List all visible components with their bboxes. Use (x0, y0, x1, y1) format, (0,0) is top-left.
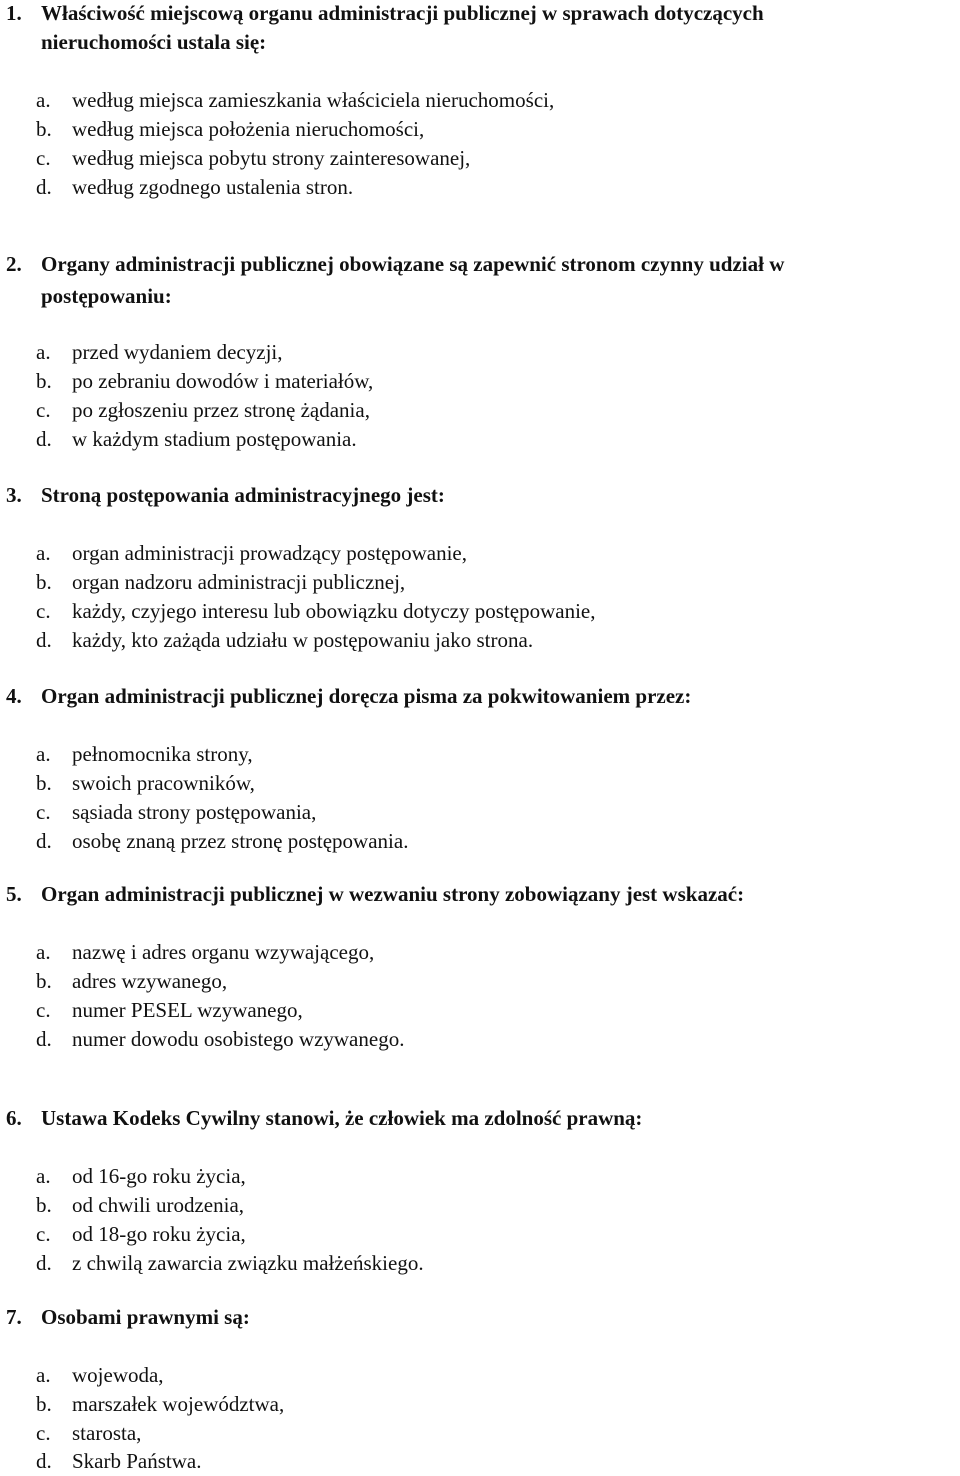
question-text: Właściwość miejscową organu administracji publicznej w sprawach dotyczących (41, 1, 764, 25)
option-letter: b. (36, 570, 52, 594)
option-letter: a. (36, 541, 51, 565)
option-letter: a. (36, 88, 51, 112)
option-text: każdy, kto zażąda udziału w postępowaniu jako strona. (72, 628, 534, 652)
option-text: po zgłoszeniu przez stronę żądania, (72, 398, 370, 422)
option-letter: a. (36, 940, 51, 964)
option-letter: b. (36, 369, 52, 393)
option-text: swoich pracowników, (72, 771, 255, 795)
option-letter: a. (36, 1363, 51, 1387)
question-number: 7. (6, 1305, 22, 1329)
question-text: Stroną postępowania administracyjnego jest: (41, 483, 445, 507)
option-letter: d. (36, 427, 52, 451)
option-text: numer PESEL wzywanego, (72, 998, 303, 1022)
option-text: organ administracji prowadzący postępowanie, (72, 541, 467, 565)
question-text: Ustawa Kodeks Cywilny stanowi, że człowiek ma zdolność prawną: (41, 1106, 643, 1130)
option-text: według zgodnego ustalenia stron. (72, 175, 354, 199)
option-letter: c. (36, 998, 51, 1022)
option-letter: c. (36, 800, 51, 824)
question-text: Organ administracji publicznej doręcza pisma za pokwitowaniem przez: (41, 684, 692, 708)
option-letter: b. (36, 771, 52, 795)
option-text: po zebraniu dowodów i materiałów, (72, 369, 374, 393)
option-letter: b. (36, 1193, 52, 1217)
question-number: 1. (6, 1, 22, 25)
option-letter: b. (36, 1392, 52, 1416)
option-text: przed wydaniem decyzji, (72, 340, 283, 364)
option-text: Skarb Państwa. (72, 1449, 202, 1473)
option-text: według miejsca zamieszkania właściciela nieruchomości, (72, 88, 555, 112)
question-number: 2. (6, 252, 22, 276)
option-letter: c. (36, 146, 51, 170)
option-text: od 18-go roku życia, (72, 1222, 246, 1246)
option-text: od chwili urodzenia, (72, 1193, 245, 1217)
option-text: numer dowodu osobistego wzywanego. (72, 1027, 405, 1051)
option-letter: b. (36, 969, 52, 993)
option-letter: c. (36, 1222, 51, 1246)
option-letter: a. (36, 340, 51, 364)
question-text: Osobami prawnymi są: (41, 1305, 250, 1329)
option-text: marszałek województwa, (72, 1392, 285, 1416)
option-letter: d. (36, 628, 52, 652)
question-number: 4. (6, 684, 22, 708)
question-number: 5. (6, 882, 22, 906)
question-text: Organ administracji publicznej w wezwaniu strony zobowiązany jest wskazać: (41, 882, 745, 906)
option-letter: c. (36, 599, 51, 623)
option-letter: a. (36, 742, 51, 766)
option-text: organ nadzoru administracji publicznej, (72, 570, 406, 594)
option-text: w każdym stadium postępowania. (72, 427, 357, 451)
option-text: każdy, czyjego interesu lub obowiązku dotyczy postępowanie, (72, 599, 596, 623)
question-text: Organy administracji publicznej obowiązane są zapewnić stronom czynny udział w (41, 252, 785, 276)
option-text: według miejsca pobytu strony zainteresowanej, (72, 146, 471, 170)
option-text: pełnomocnika strony, (72, 742, 253, 766)
option-text: z chwilą zawarcia związku małżeńskiego. (72, 1251, 424, 1275)
option-letter: c. (36, 1421, 51, 1445)
option-text: sąsiada strony postępowania, (72, 800, 317, 824)
option-letter: a. (36, 1164, 51, 1188)
option-letter: c. (36, 398, 51, 422)
option-letter: d. (36, 1251, 52, 1275)
option-letter: d. (36, 1449, 52, 1473)
option-text: osobę znaną przez stronę postępowania. (72, 829, 409, 853)
option-text: od 16-go roku życia, (72, 1164, 246, 1188)
question-number: 3. (6, 483, 22, 507)
question-number: 6. (6, 1106, 22, 1130)
option-text: wojewoda, (72, 1363, 164, 1387)
option-text: nazwę i adres organu wzywającego, (72, 940, 375, 964)
question-text-continued: nieruchomości ustala się: (41, 30, 267, 54)
option-text: starosta, (72, 1421, 142, 1445)
option-letter: d. (36, 1027, 52, 1051)
question-text-continued: postępowaniu: (41, 284, 172, 308)
option-letter: d. (36, 175, 52, 199)
option-letter: d. (36, 829, 52, 853)
option-text: według miejsca położenia nieruchomości, (72, 117, 425, 141)
option-text: adres wzywanego, (72, 969, 228, 993)
option-letter: b. (36, 117, 52, 141)
